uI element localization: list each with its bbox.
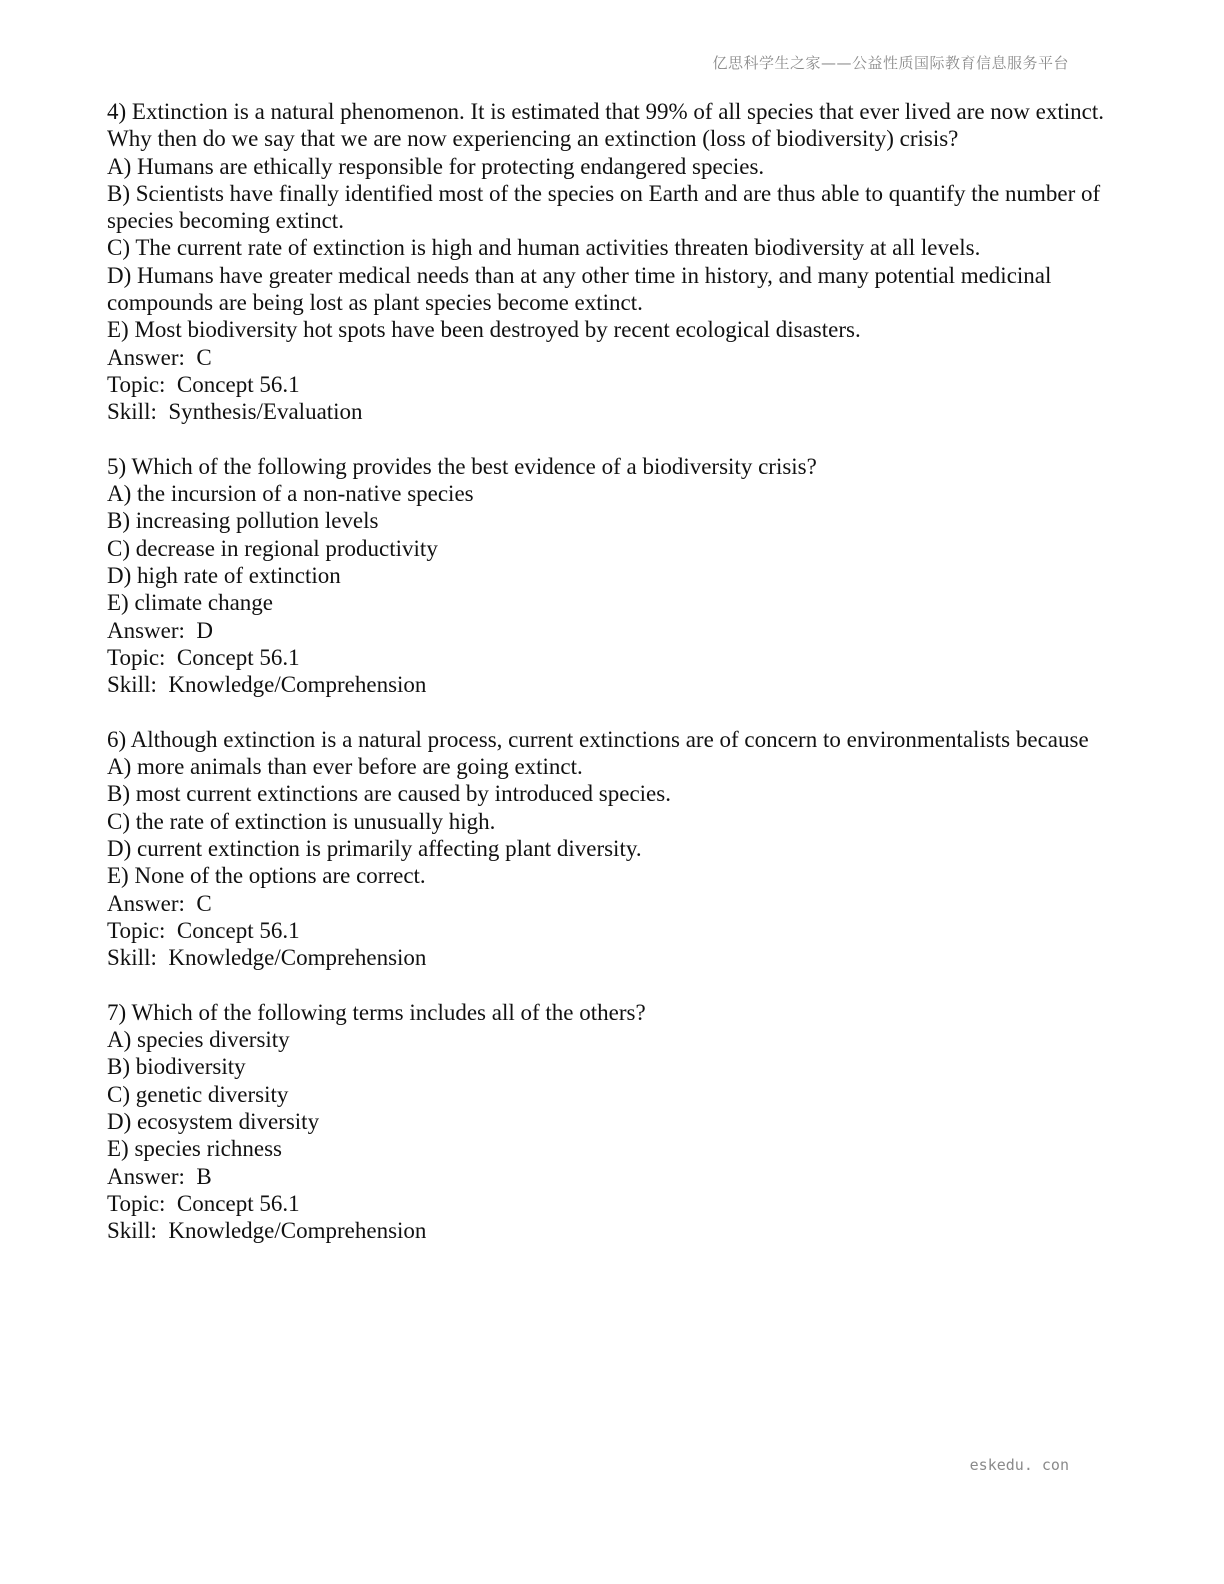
page-footer: eskedu. con [969, 1456, 1069, 1474]
option-e: E) None of the options are correct. [107, 863, 426, 889]
page-header: 亿思科学生之家——公益性质国际教育信息服务平台 [712, 54, 1069, 72]
option-d: D) high rate of extinction [107, 563, 341, 589]
topic: Topic: Concept 56.1 [107, 917, 300, 943]
question-5 [107, 453, 1107, 699]
question-6 [107, 726, 1107, 972]
option-e: E) climate change [107, 590, 274, 616]
option-a: A) the incursion of a non-native species [107, 481, 474, 507]
answer: Answer: C [107, 890, 212, 916]
option-d: D) ecosystem diversity [107, 1108, 320, 1134]
question-list [107, 98, 1110, 1272]
option-d: D) Humans have greater medical needs than at any other time in history, and many potential medicinal compounds are being lost as plant species become extinct. [107, 262, 1058, 316]
option-c: C) the rate of extinction is unusually high. [107, 808, 496, 834]
option-b: B) Scientists have finally identified most of the species on Earth and are thus able to quantify the number of species becoming extinct. [107, 180, 1106, 234]
skill: Skill: Knowledge/Comprehension [107, 945, 427, 971]
question-stem: 6) Although extinction is a natural process, current extinctions are of concern to environmentalists because [107, 726, 1089, 752]
option-e: E) species richness [107, 1136, 282, 1162]
topic: Topic: Concept 56.1 [107, 644, 300, 670]
option-c: C) genetic diversity [107, 1081, 289, 1107]
skill: Skill: Synthesis/Evaluation [107, 399, 363, 425]
topic: Topic: Concept 56.1 [107, 371, 300, 397]
topic: Topic: Concept 56.1 [107, 1190, 300, 1216]
option-a: A) more animals than ever before are going extinct. [107, 754, 583, 780]
option-a: A) Humans are ethically responsible for protecting endangered species. [107, 153, 765, 179]
question-stem: 7) Which of the following terms includes all of the others? [107, 999, 646, 1025]
option-c: C) The current rate of extinction is high and human activities threaten biodiversity at all levels. [107, 235, 981, 261]
option-d: D) current extinction is primarily affecting plant diversity. [107, 836, 642, 862]
skill: Skill: Knowledge/Comprehension [107, 672, 427, 698]
question-stem: 5) Which of the following provides the best evidence of a biodiversity crisis? [107, 453, 817, 479]
answer: Answer: C [107, 344, 212, 370]
option-a: A) species diversity [107, 1027, 290, 1053]
question-stem: 4) Extinction is a natural phenomenon. It is estimated that 99% of all species that ever lived are now extinct. Why then do we say that we are now experiencing an extinction (loss of biodiversity) crisis? [107, 99, 1110, 152]
answer: Answer: D [107, 617, 214, 643]
option-b: B) biodiversity [107, 1054, 246, 1080]
skill: Skill: Knowledge/Comprehension [107, 1218, 427, 1244]
option-b: B) most current extinctions are caused by introduced species. [107, 781, 671, 807]
option-e: E) Most biodiversity hot spots have been destroyed by recent ecological disasters. [107, 317, 861, 343]
question-7 [107, 999, 1107, 1245]
question-4 [107, 98, 1110, 426]
option-c: C) decrease in regional productivity [107, 535, 438, 561]
answer: Answer: B [107, 1163, 212, 1189]
option-b: B) increasing pollution levels [107, 508, 379, 534]
